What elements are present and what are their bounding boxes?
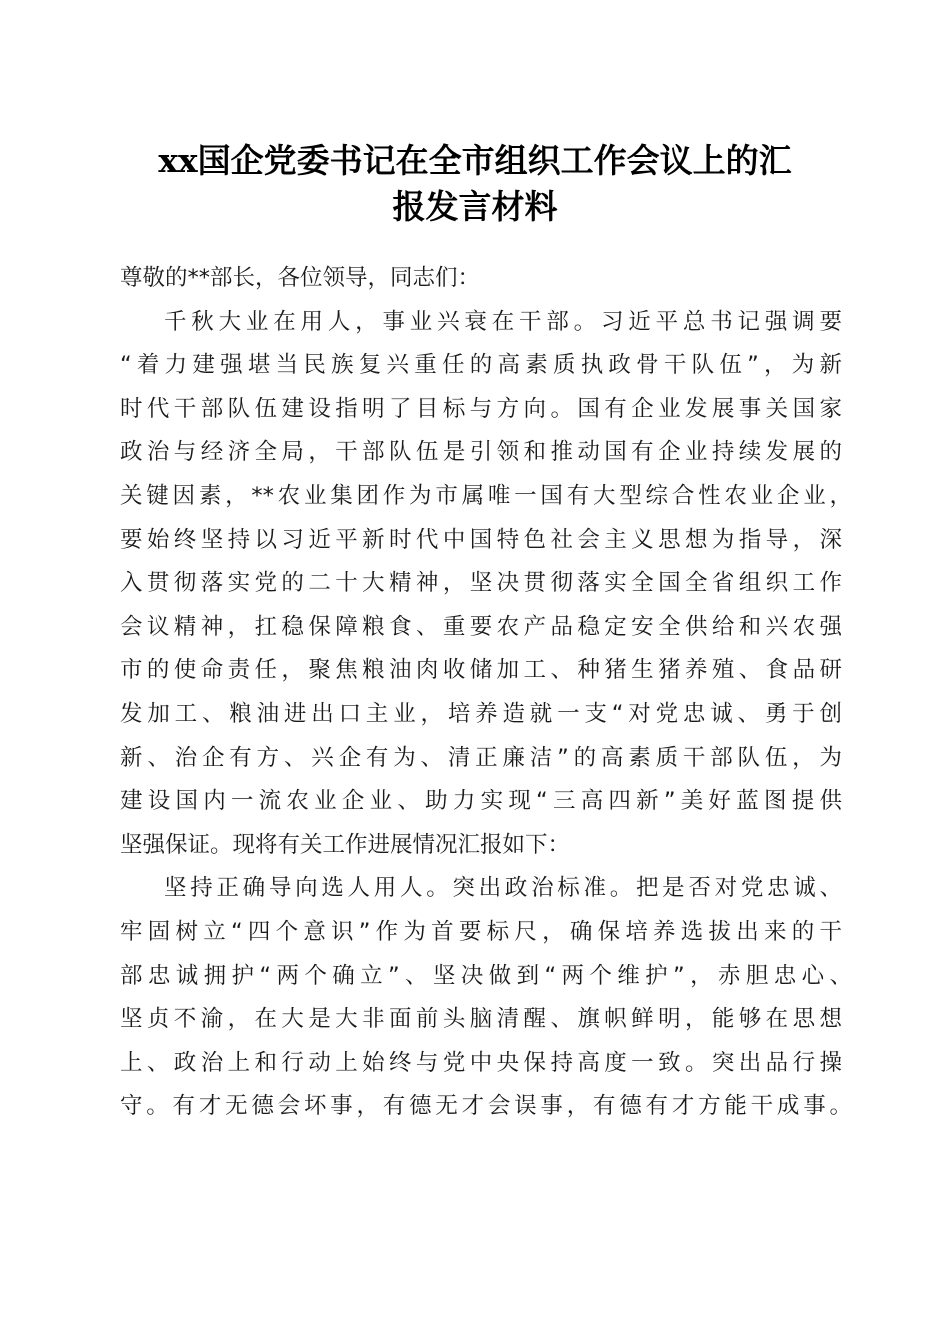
paragraph-line: 建设国内一流农业企业、助力实现“三高四新”美好蓝图提供 [120, 788, 842, 815]
paragraph-line: 牢固树立“四个意识”作为首要标尺，确保培养选拔出来的干 [120, 918, 842, 945]
paragraph-line: 时代干部队伍建设指明了目标与方向。国有企业发展事关国家 [120, 395, 842, 422]
paragraph-line: 要始终坚持以习近平新时代中国特色社会主义思想为指导，深 [120, 526, 842, 553]
paragraph-line: 会议精神，扛稳保障粮食、重要农产品稳定安全供给和兴农强 [120, 613, 842, 640]
paragraph-line: 入贯彻落实党的二十大精神，坚决贯彻落实全国全省组织工作 [120, 570, 842, 597]
paragraph-line: 坚强保证。现将有关工作进展情况汇报如下： [120, 831, 571, 858]
paragraph-line: 部忠诚拥护“两个确立”、坚决做到“两个维护”，赤胆忠心、 [120, 962, 852, 989]
title-line-2: 报发言材料 [392, 187, 558, 226]
salutation: 尊敬的**部长，各位领导，同志们： [120, 265, 481, 291]
paragraph-line: 坚持正确导向选人用人。突出政治标准。把是否对党忠诚、 [164, 875, 842, 902]
paragraph-line: 发加工、粮油进出口主业，培养造就一支“对党忠诚、勇于创 [120, 700, 842, 727]
paragraph-line: 市的使命责任，聚焦粮油肉收储加工、种猪生猪养殖、食品研 [120, 657, 842, 684]
paragraph-line: 上、政治上和行动上始终与党中央保持高度一致。突出品行操 [120, 1049, 842, 1076]
paragraph-line: 守。有才无德会坏事，有德无才会误事，有德有才方能干成事。 [120, 1093, 852, 1120]
paragraph-line: 坚贞不渝，在大是大非面前头脑清醒、旗帜鲜明，能够在思想 [120, 1006, 842, 1033]
document-title [110, 138, 840, 230]
paragraph-line: 政治与经济全局，干部队伍是引领和推动国有企业持续发展的 [120, 439, 842, 466]
document-body [120, 257, 852, 1129]
paragraph-line: 千秋大业在用人，事业兴衰在干部。习近平总书记强调要 [164, 308, 842, 335]
paragraph-line: 关键因素，**农业集团作为市属唯一国有大型综合性农业企业， [120, 482, 852, 509]
paragraph-1 [120, 301, 852, 868]
paragraph-2 [120, 867, 852, 1129]
title-line-1: xx国企党委书记在全市组织工作会议上的汇 [158, 141, 792, 180]
paragraph-line: “着力建强堪当民族复兴重任的高素质执政骨干队伍”，为新 [120, 352, 842, 379]
paragraph-line: 新、治企有方、兴企有为、清正廉洁”的高素质干部队伍，为 [120, 744, 842, 771]
